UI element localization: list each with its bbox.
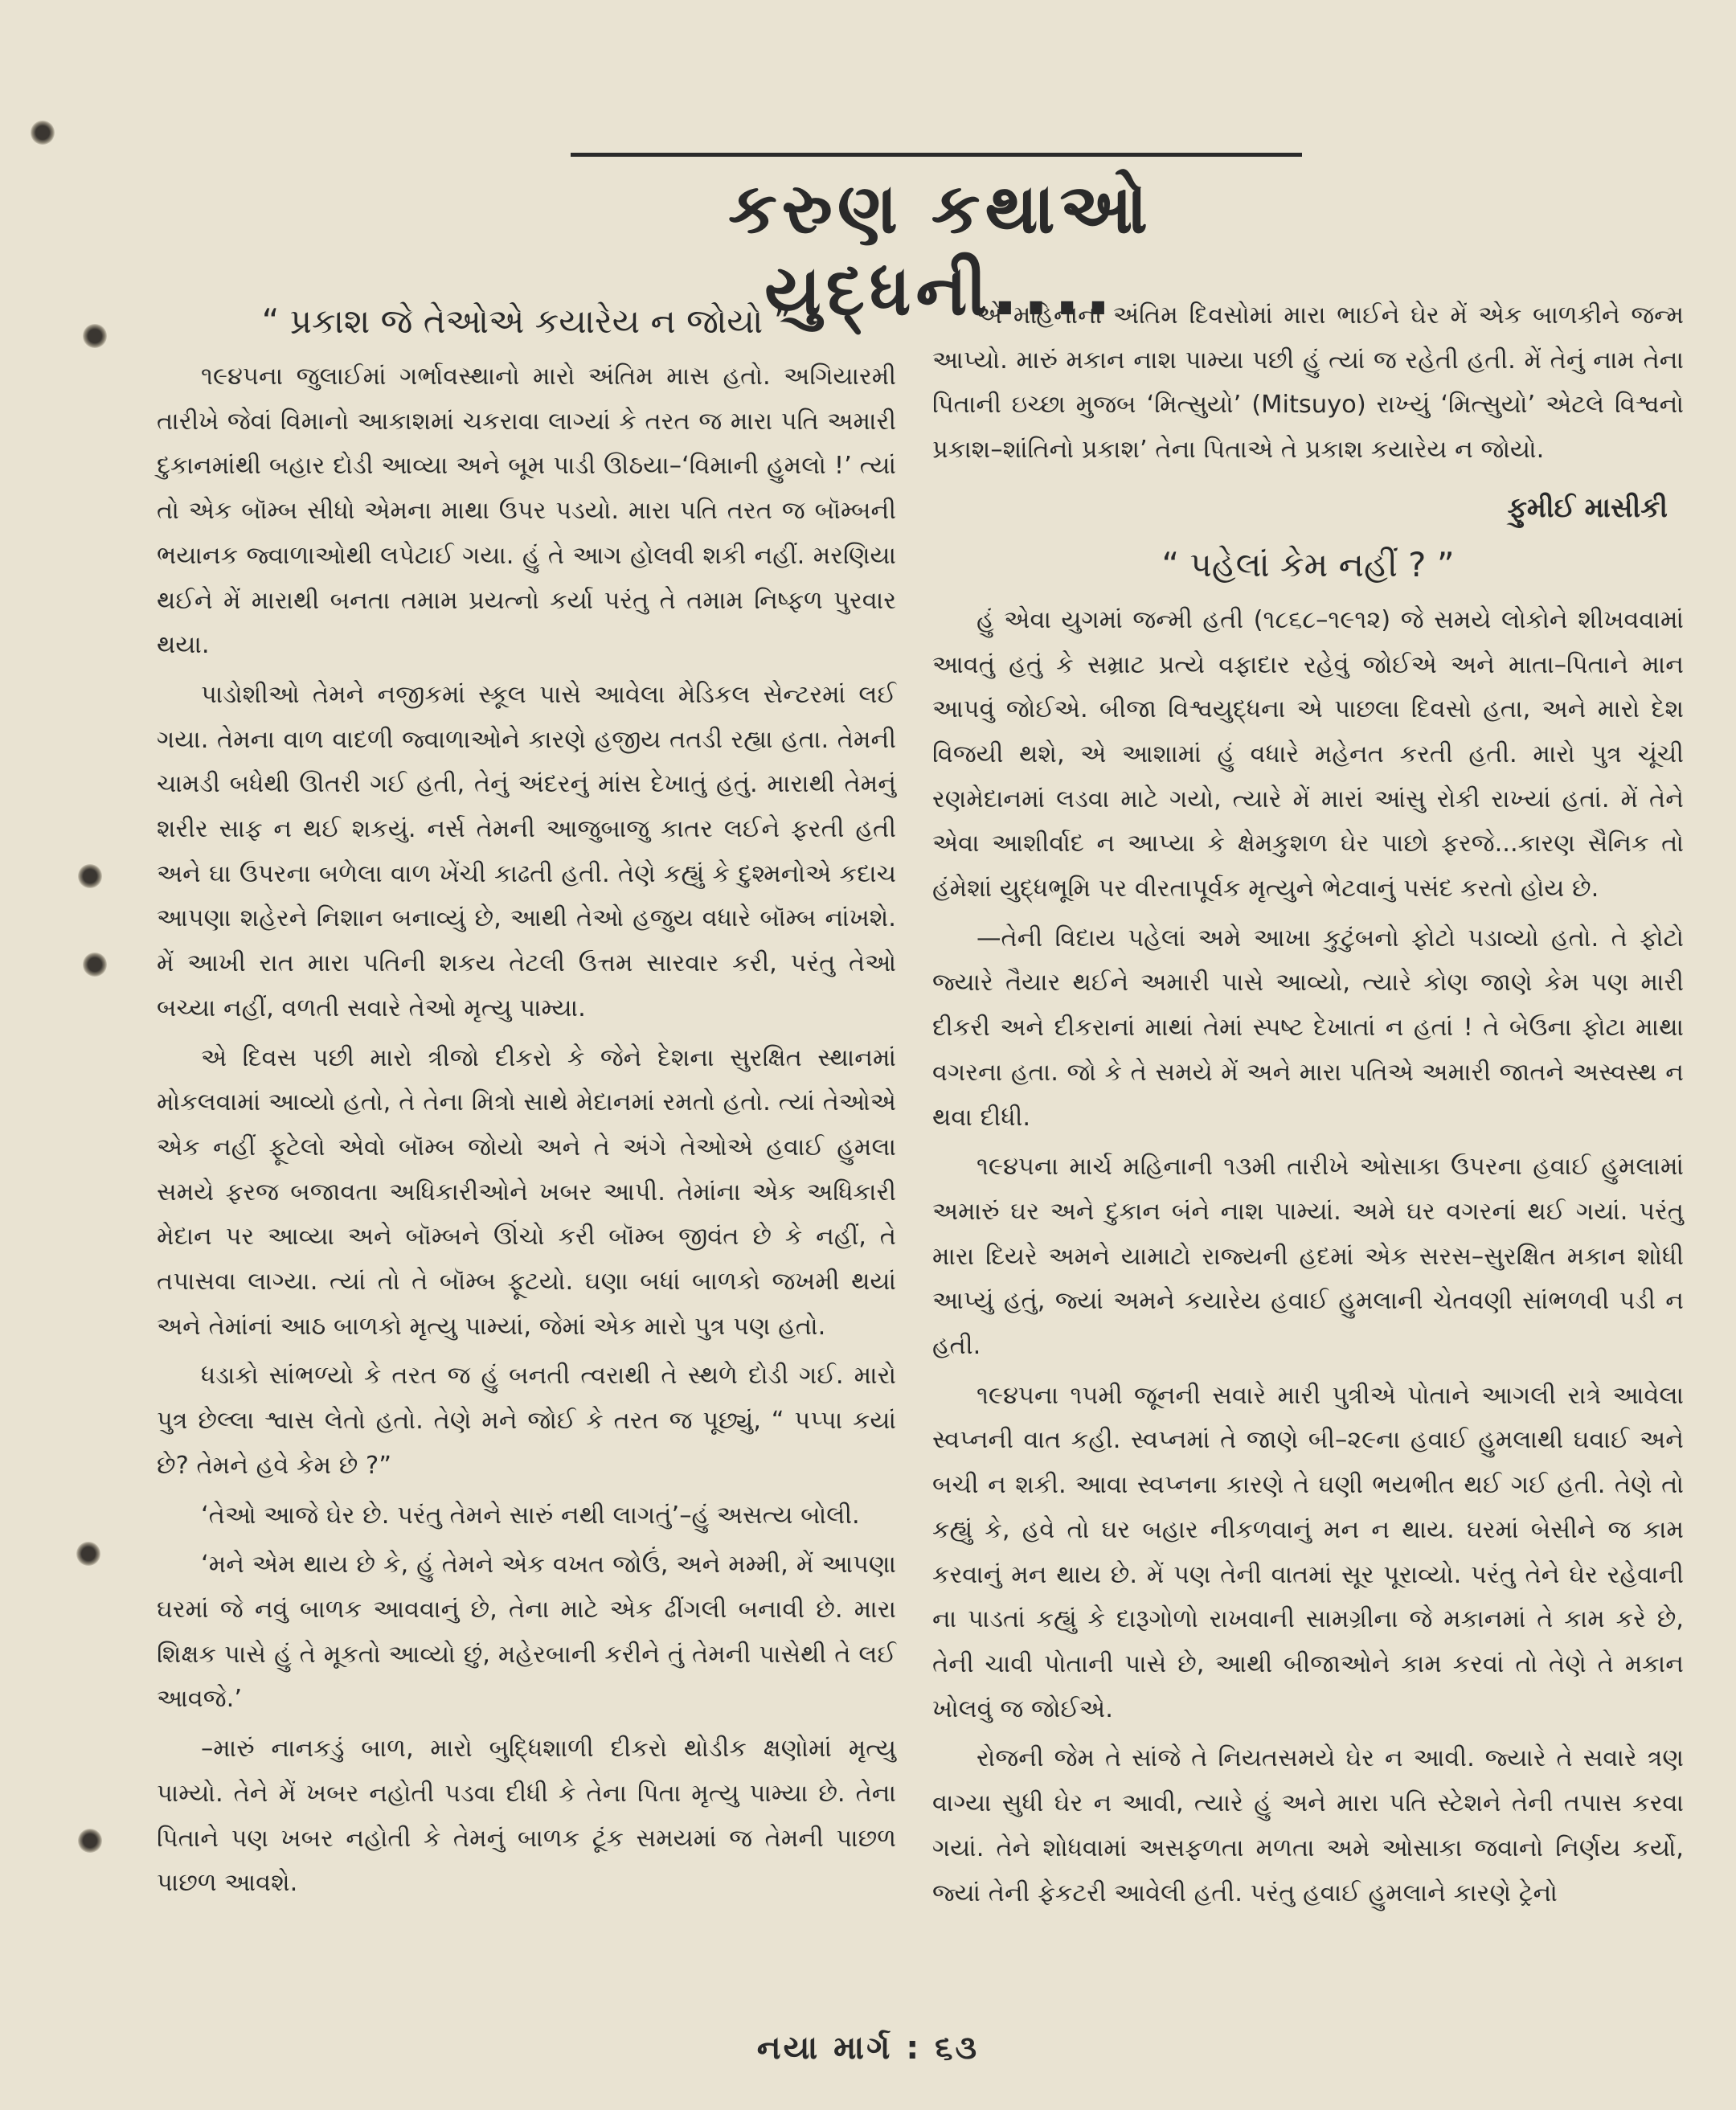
paragraph: ૧૯૪૫ના ૧૫મી જૂનની સવારે મારી પુત્રીએ પોતાને આગલી રાત્રે આવેલા સ્વપ્નની વાત કહી. સ્વપ્નમાં તે જાણે બી–૨૯ના હવાઈ હુમલાથી ઘવાઈ અને બચી ન શકી. આવા સ્વપ્નના કારણે તે ઘણી ભયભીત થઈ ગઈ હતી. તેણે તો કહ્યું કે, હવે તો ઘર બહાર નીકળવાનું મન ન થાય. ઘરમાં બેસીને જ કામ કરવાનું મન થાય છે. મેં પણ તેની વાતમાં સૂર પૂરાવ્યો. પરંતુ તેને ઘેર રહેવાની ના પાડતાં કહ્યું કે દારૂગોળો રાખવાની સામગ્રીના જે મકાનમાં તે કામ કરે છે, તેની ચાવી પોતાની પાસે છે, આથી બીજાઓને કામ કરવાં તો તેણે તે મકાન ખોલવું જ જોઈએ.	[932, 1381, 1684, 1723]
paragraph: ‘મને એમ થાય છે કે, હું તેમને એક વખત જોઉં, અને મમ્મી, મેં આપણા ઘરમાં જે નવું બાળક આવવાનું છે, તેના માટે એક ઢીંગલી બનાવી છે. મારા શિક્ષક પાસે હું તે મૂકતો આવ્યો છું, મહેરબાની કરીને તું તેમની પાસેથી તે લઈ આવજે.’	[157, 1551, 896, 1714]
left-column	[157, 293, 896, 1911]
title-rule	[571, 153, 1302, 157]
paragraph: એ દિવસ પછી મારો ત્રીજો દીકરો કે જેને દેશના સુરક્ષિત સ્થાનમાં મોકલવામાં આવ્યો હતો, તે તેના મિત્રો સાથે મેદાનમાં રમતો હતો. ત્યાં તેઓએ એક નહીં ફૂટેલો એવો બૉમ્બ જોયો અને તે અંગે તેઓએ હવાઈ હુમલા સમયે ફરજ બજાવતા અધિકારીઓને ખબર આપી. તેમાંના એક અધિકારી મેદાન પર આવ્યા અને બૉમ્બને ઊંચો કરી બૉમ્બ જીવંત છે કે નહીં, તે તપાસવા લાગ્યા. ત્યાં તો તે બૉમ્બ ફૂટયો. ઘણા બધાં બાળકો જખમી થયાં અને તેમાંનાં આઠ બાળકો મૃત્યુ પામ્યાં, જેમાં એક મારો પુત્ર પણ હતો.	[157, 1043, 896, 1341]
paragraph: રોજની જેમ તે સાંજે તે નિયતસમયે ઘેર ન આવી. જ્યારે તે સવારે ત્રણ વાગ્યા સુધી ઘેર ન આવી, ત્યારે હું અને મારા પતિ સ્ટેશને તેની તપાસ કરવા ગયાં. તેને શોધવામાં અસફળતા મળતા અમે ઓસાકા જવાનો નિર્ણય કર્યો, જ્યાં તેની ફેકટરી આવેલી હતી. પરંતુ હવાઈ હુમલાને કારણે ટ્રેનો	[932, 1744, 1684, 1907]
paragraph: —તેની વિદાય પહેલાં અમે આખા કુટુંબનો ફોટો પડાવ્યો હતો. તે ફોટો જ્યારે તૈયાર થઈને અમારી પાસે આવ્યો, ત્યારે કોણ જાણે કેમ પણ મારી દીકરી અને દીકરાનાં માથાં તેમાં સ્પષ્ટ દેખાતાં ન હતાં ! તે બેઉના ફોટા માથા વગરના હતા. જો કે તે સમયે મેં અને મારા પતિએ અમારી જાતને અસ્વસ્થ ન થવા દીધી.	[932, 924, 1684, 1132]
punch-hole	[31, 121, 55, 145]
paragraph: –મારું નાનકડું બાળ, મારો બુદ્ધિશાળી દીકરો થોડીક ક્ષણોમાં મૃત્યુ પામ્યો. તેને મેં ખબર નહોતી પડવા દીધી કે તેના પિતા મૃત્યુ પામ્યા છે. તેના પિતાને પણ ખબર નહોતી કે તેમનું બાળક ટૂંક સમયમાં જ તેમની પાછળ પાછળ આવશે.	[157, 1735, 896, 1898]
story-heading: “ પ્રકાશ જે તેઓએ કયારેય ન જોયો ”	[261, 301, 792, 341]
paragraph: હું એવા યુગમાં જન્મી હતી (૧૮૬૮–૧૯૧૨) જે સમયે લોકોને શીખવવામાં આવતું હતું કે સમ્રાટ પ્રત્યે વફાદાર રહેવું જોઈએ અને માતા–પિતાને માન આપવું જોઈએ. બીજા વિશ્વયુદ્ધના એ પાછલા દિવસો હતા, અને મારો દેશ વિજયી થશે, એ આશામાં હું વધારે મહેનત કરતી હતી. મારો પુત્ર ચૂંચી રણમેદાનમાં લડવા માટે ગયો, ત્યારે મેં મારાં આંસુ રોકી રાખ્યાં હતાં. મેં તેને એવા આશીર્વાદ ન આપ્યા કે ક્ષેમકુશળ ઘેર પાછો ફરજે...કારણ સૈનિક તો હંમેશાં યુદ્ધભૂમિ પર વીરતાપૂર્વક મૃત્યુને ભેટવાનું પસંદ કરતો હોય છે.	[932, 605, 1684, 903]
paragraph: ‘તેઓ આજે ઘેર છે. પરંતુ તેમને સારું નથી લાગતું’–હું અસત્ય બોલી.	[201, 1501, 860, 1530]
paragraph: ૧૯૪૫ના જુલાઈમાં ગર્ભાવસ્થાનો મારો અંતિમ માસ હતો. અગિયારમી તારીખે જેવાં વિમાનો આકાશમાં ચકરાવા લાગ્યાં કે તરત જ મારા પતિ અમારી દુકાનમાંથી બહાર દોડી આવ્યા અને બૂમ પાડી ઊઠયા–‘વિમાની હુમલો !’ ત્યાં તો એક બૉમ્બ સીધો એમના માથા ઉપર પડયો. મારા પતિ તરત જ બૉમ્બની ભયાનક જ્વાળાઓથી લપેટાઈ ગયા. હું તે આગ હોલવી શકી નહીં. મરણિયા થઈને મેં મારાથી બનતા તમામ પ્રયત્નો કર્યા પરંતુ તે તમામ નિષ્ફળ પુરવાર થયા.	[157, 363, 896, 660]
punch-hole	[76, 1542, 100, 1566]
punch-hole	[78, 864, 102, 888]
punch-hole	[83, 953, 107, 977]
page-footer: નયા માર્ગ : ૬૩	[756, 2030, 980, 2067]
paragraph: ૧૯૪૫ના માર્ચ મહિનાની ૧૩મી તારીખે ઓસાકા ઉપરના હવાઈ હુમલામાં અમારું ઘર અને દુકાન બંને નાશ પામ્યાં. અમે ઘર વગરનાં થઈ ગયાં. પરંતુ મારા દિયરે અમને યામાટો રાજ્યની હદમાં એક સરસ–સુરક્ષિત મકાન શોધી આપ્યું હતું, જ્યાં અમને કયારેય હવાઈ હુમલાની ચેતવણી સાંભળવી પડી ન હતી.	[932, 1153, 1684, 1361]
punch-hole	[83, 324, 107, 348]
paragraph: ધડાકો સાંભળ્યો કે તરત જ હું બનતી ત્વરાથી તે સ્થળે દોડી ગઈ. મારો પુત્ર છેલ્લા શ્વાસ લેતો હતો. તેણે મને જોઈ કે તરત જ પૂછ્યું, “ પપ્પા કયાં છે? તેમને હવે કેમ છે ?”	[157, 1362, 896, 1480]
story-heading: “ પહેલાં કેમ નહીં ? ”	[1161, 544, 1455, 584]
page-title: કરુણ કથાઓ યુદ્ધની....	[728, 169, 1153, 331]
paragraph: પાડોશીઓ તેમને નજીકમાં સ્કૂલ પાસે આવેલા મેડિકલ સેન્ટરમાં લઈ ગયા. તેમના વાળ વાદળી જ્વાળાઓને કારણે હજીય તતડી રહ્યા હતા. તેમની ચામડી બધેથી ઊતરી ગઈ હતી, તેનું અંદરનું માંસ દેખાતું હતું. મારાથી તેમનું શરીર સાફ ન થઈ શકયું. નર્સ તેમની આજુબાજુ કાતર લઈને ફરતી હતી અને ઘા ઉપરના બળેલા વાળ ખેંચી કાઢતી હતી. તેણે કહ્યું કે દુશ્મનોએ કદાચ આપણા શહેરને નિશાન બનાવ્યું છે, આથી તેઓ હજુય વધારે બૉમ્બ નાંખશે. મેં આખી રાત મારા પતિની શકય તેટલી ઉત્તમ સારવાર કરી, પરંતુ તેઓ બચ્યા નહીં, વળતી સવારે તેઓ મૃત્યુ પામ્યા.	[157, 680, 896, 1022]
paragraph: એ મહિનાના અંતિમ દિવસોમાં મારા ભાઈને ઘેર મેં એક બાળકીને જન્મ આપ્યો. મારું મકાન નાશ પામ્યા પછી હું ત્યાં જ રહેતી હતી. મેં તેનું નામ તેના પિતાની ઇચ્છા મુજબ ‘મિત્સુયો’ (Mitsuyo) રાખ્યું ‘મિત્સુયો’ એટલે વિશ્વનો પ્રકાશ–શાંતિનો પ્રકાશ’ તેના પિતાએ તે પ્રકાશ કયારેય ન જોયો.	[932, 301, 1684, 465]
right-column	[932, 293, 1684, 1920]
punch-hole	[78, 1829, 102, 1853]
author-attribution: ફુમીઈ માસીકી	[1507, 491, 1668, 524]
